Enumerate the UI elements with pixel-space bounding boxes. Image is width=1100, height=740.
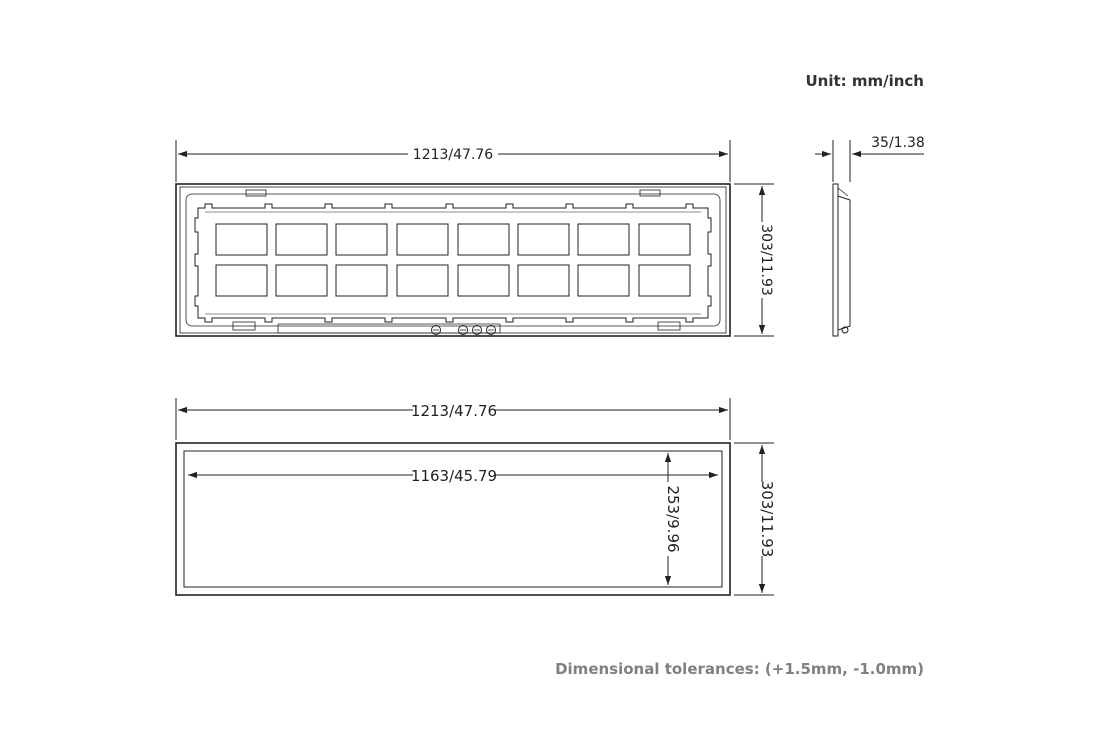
front-view-inner-width-dimension — [188, 467, 718, 485]
front-view-outer-width-dimension — [176, 398, 730, 440]
front-view-outer-height-dimension — [734, 443, 776, 595]
tolerance-note: Dimensional tolerances: (+1.5mm, -1.0mm) — [555, 660, 924, 678]
panel-back-view — [176, 184, 730, 336]
unit-label: Unit: mm/inch — [805, 72, 924, 90]
top-height-label: 303/11.93 — [758, 224, 774, 296]
panel-side-view — [833, 184, 850, 336]
side-depth-label: 35/1.38 — [871, 135, 925, 151]
top-view-width-dimension — [176, 140, 730, 182]
front-outer-height-label: 303/11.93 — [758, 480, 776, 558]
top-width-label: 1213/47.76 — [412, 147, 494, 163]
side-view-depth-dimension — [815, 135, 925, 182]
top-view-height-dimension — [734, 184, 774, 336]
panel-front-view — [176, 443, 730, 595]
front-view-inner-height-dimension — [664, 453, 682, 585]
front-outer-width-label: 1213/47.76 — [410, 402, 498, 420]
front-inner-height-label: 253/9.96 — [664, 485, 682, 553]
front-inner-width-label: 1163/45.79 — [410, 467, 498, 485]
